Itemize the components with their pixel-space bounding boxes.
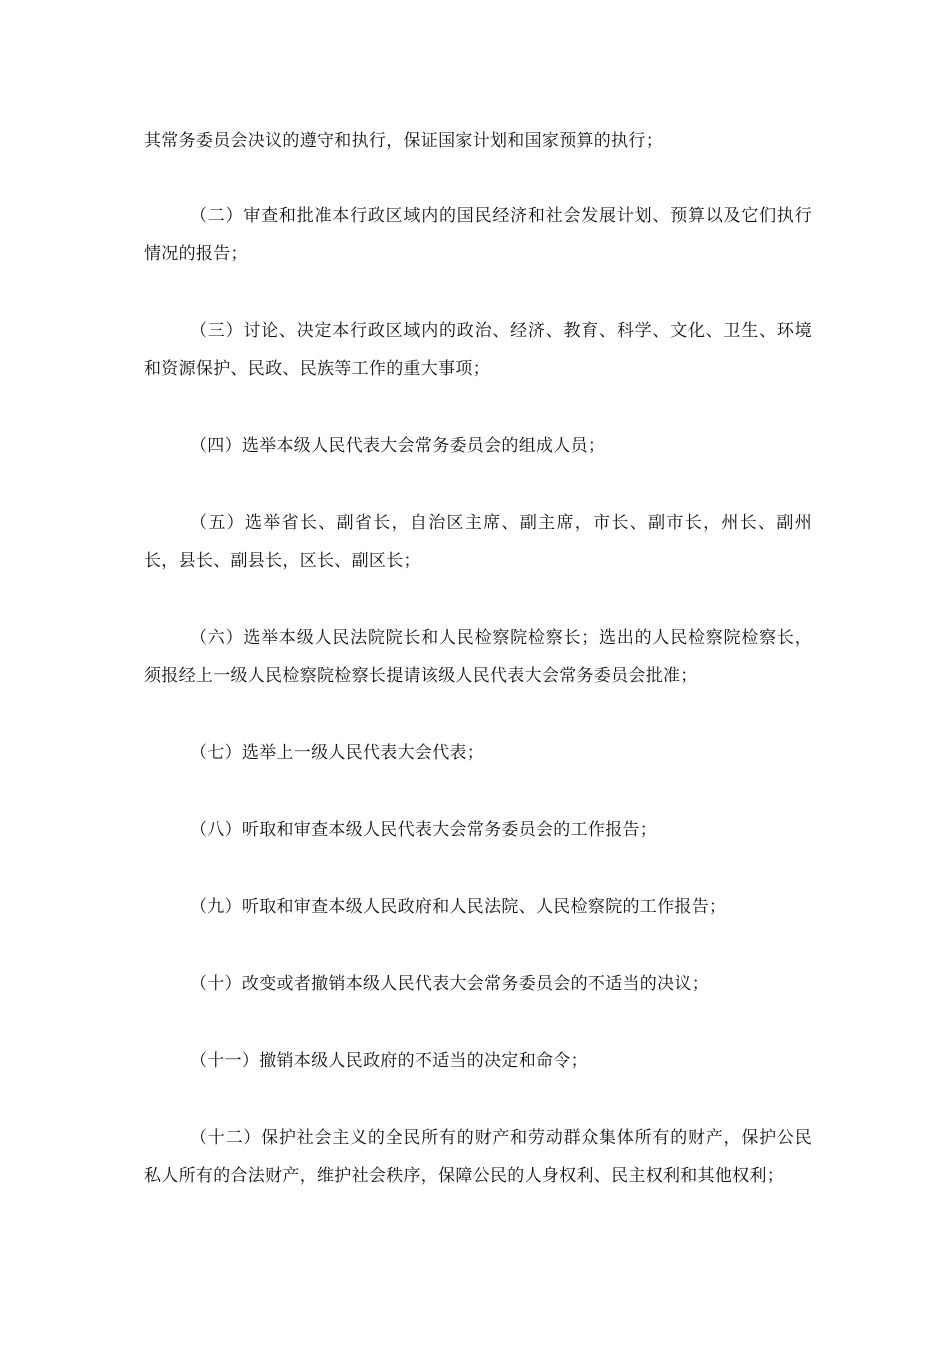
paragraph-item-9: （九）听取和审查本级人民政府和人民法院、人民检察院的工作报告； (190, 897, 727, 917)
paragraph-item-12: （十二）保护社会主义的全民所有的财产和劳动群众集体所有的财产，保护公民私人所有的合法财产，维护社会秩序，保障公民的人身权利、民主权利和其他权利； (144, 1128, 812, 1186)
paragraph-item-4: （四）选举本级人民代表大会常务委员会的组成人员； (190, 436, 606, 456)
paragraph-item-11: （十一）撤销本级人民政府的不适当的决定和命令； (190, 1051, 588, 1071)
paragraph-item-2: （二）审查和批准本行政区域内的国民经济和社会发展计划、预算以及它们执行情况的报告； (144, 206, 812, 264)
paragraph-item-10: （十）改变或者撤销本级人民代表大会常务委员会的不适当的决议； (190, 974, 709, 994)
paragraph-item-3: （三）讨论、决定本行政区域内的政治、经济、教育、科学、文化、卫生、环境和资源保护、民政、民族等工作的重大事项； (144, 321, 812, 379)
paragraph-item-7: （七）选举上一级人民代表大会代表； (190, 743, 485, 763)
paragraph-item-5: （五）选举省长、副省长，自治区主席、副主席，市长、副市长，州长、副州长，县长、副县长，区长、副区长； (144, 513, 812, 571)
paragraph-continuation: 其常务委员会决议的遵守和执行，保证国家计划和国家预算的执行； (144, 131, 663, 151)
paragraph-item-8: （八）听取和审查本级人民代表大会常务委员会的工作报告； (190, 820, 658, 840)
paragraph-item-6: （六）选举本级人民法院院长和人民检察院检察长；选出的人民检察院检察长，须报经上一级人民检察院检察长提请该级人民代表大会常务委员会批准； (144, 628, 812, 686)
